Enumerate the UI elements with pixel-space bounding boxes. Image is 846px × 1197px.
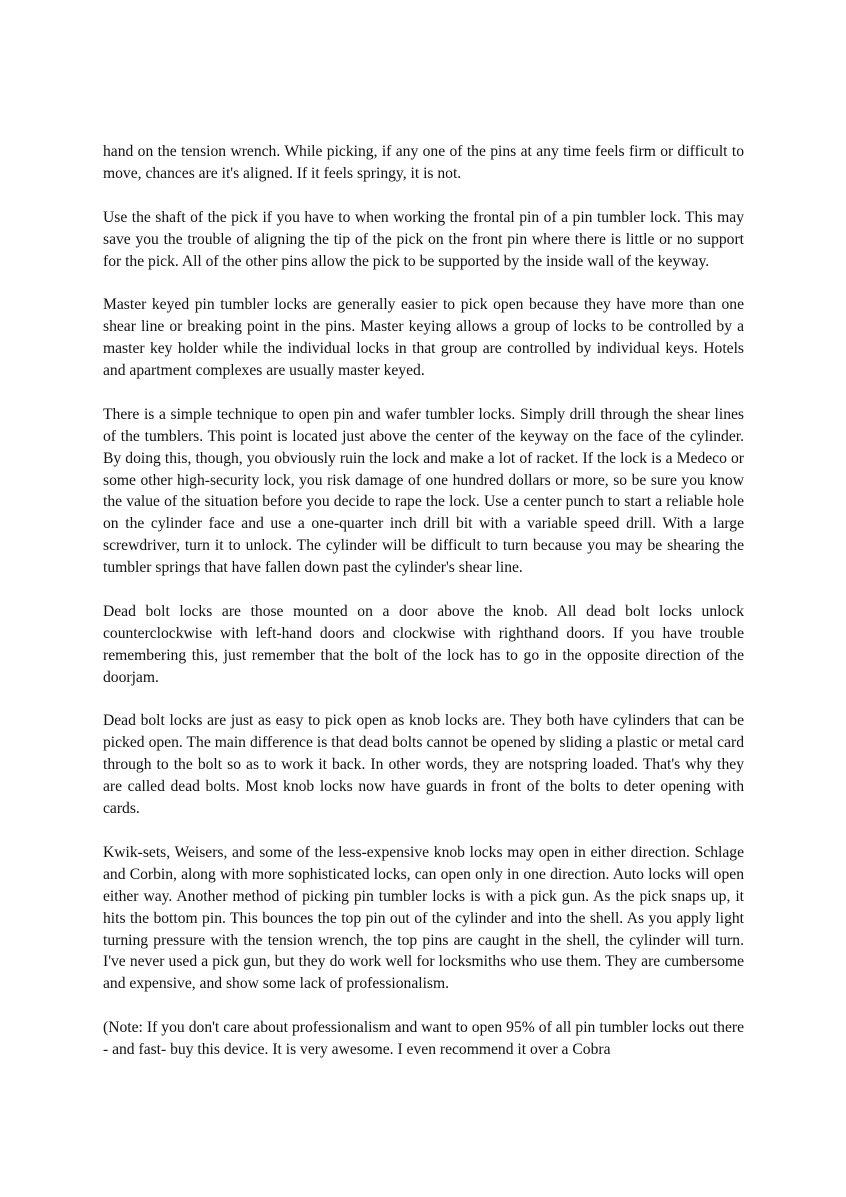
paragraph-master-keyed: Master keyed pin tumbler locks are generally easier to pick open because they have more than one shear line or breaking point in the pins. Master keying allows a group of locks to be controlled by a master key holder while the individual locks in that group are controlled by individual keys. Hotels and apartment complexes are usually master keyed. xyxy=(103,296,744,380)
paragraph-knob-locks-pick-gun: Kwik-sets, Weisers, and some of the less-expensive knob locks may open in either direction. Schlage and Corbin, along with more sophisticated locks, can open only in one direction. Auto locks will open either way. Another method of picking pin tumbler locks is with a pick gun. As the pick snaps up, it hits the bottom pin. This bounces the top pin out of the cylinder and into the shell. As you apply light turning pressure with the tension wrench, the top pins are caught in the shell, the cylinder will turn. I've never used a pick gun, but they do work well for locksmiths who use them. They are cumbersome and expensive, and show some lack of professionalism. xyxy=(103,843,744,993)
paragraph-note: (Note: If you don't care about professionalism and want to open 95% of all pin tumbler locks out there - and fast- buy this device. It is very awesome. I even recommend it over a Cobra xyxy=(103,1019,744,1059)
paragraph-pick-shaft: Use the shaft of the pick if you have to when working the frontal pin of a pin tumbler lock. This may save you the trouble of aligning the tip of the pick on the front pin where there is little or no support for the pick. All of the other pins allow the pick to be supported by the inside wall of the keyway. xyxy=(103,208,744,270)
document-page xyxy=(103,141,744,1061)
paragraph-drilling: There is a simple technique to open pin and wafer tumbler locks. Simply drill through the shear lines of the tumblers. This point is located just above the center of the keyway on the face of the cylinder. By doing this, though, you obviously ruin the lock and make a lot of racket. If the lock is a Medeco or some other high-security lock, you risk damage of one hundred dollars or more, so be sure you know the value of the situation before you decide to rape the lock. Use a center punch to start a reliable hole on the cylinder face and use a one-quarter inch drill bit with a variable speed drill. With a large screwdriver, turn it to unlock. The cylinder will be difficult to turn because you may be shearing the tumbler springs that have fallen down past the cylinder's shear line. xyxy=(103,405,744,577)
paragraph-tension-wrench: hand on the tension wrench. While picking, if any one of the pins at any time feels firm or difficult to move, chances are it's aligned. If it feels springy, it is not. xyxy=(103,143,744,182)
paragraph-dead-bolt-direction: Dead bolt locks are those mounted on a door above the knob. All dead bolt locks unlock counterclockwise with left-hand doors and clockwise with righthand doors. If you have trouble remembering this, just remember that the bolt of the lock has to go in the opposite direction of the doorjam. xyxy=(103,602,744,686)
paragraph-dead-bolt-picking: Dead bolt locks are just as easy to pick open as knob locks are. They both have cylinders that can be picked open. The main difference is that dead bolts cannot be opened by sliding a plastic or metal card through to the bolt so as to work it back. In other words, they are notspring loaded. That's why they are called dead bolts. Most knob locks now have guards in front of the bolts to deter opening with cards. xyxy=(103,712,744,818)
